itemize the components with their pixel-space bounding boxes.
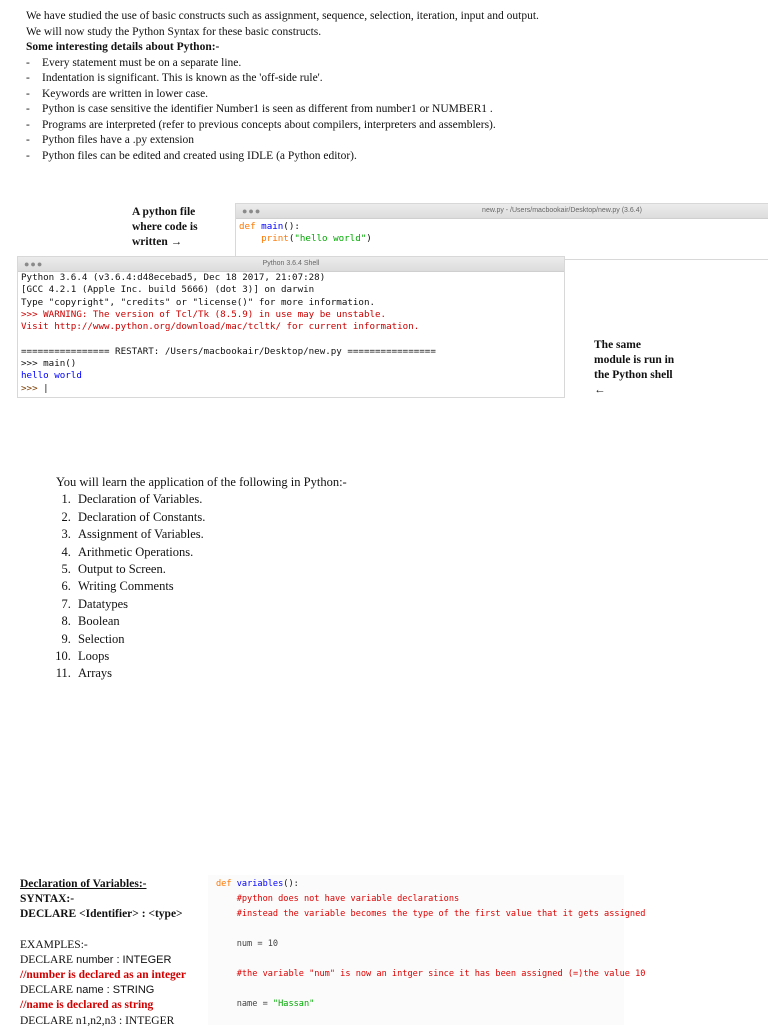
code-string: "hello world": [294, 233, 367, 245]
shell-warning: Visit http://www.python.org/download/mac/tcltk/ for current information.: [21, 321, 420, 333]
declare-keyword: DECLARE: [20, 984, 74, 997]
code-comment: #python does not have variable declarations: [236, 894, 460, 904]
learn-list: [56, 491, 347, 682]
shell-caption: [594, 338, 674, 398]
code-keyword: def: [239, 221, 256, 232]
caption-line: ←: [594, 384, 606, 396]
shell-title: Python 3.6.4 Shell: [262, 260, 320, 267]
list-item: 8. Boolean: [74, 613, 347, 630]
shell-call: >>> main(): [21, 358, 77, 370]
list-item: 7. Datatypes: [74, 596, 347, 613]
editor-code[interactable]: [236, 219, 768, 246]
code-builtin: print: [261, 233, 289, 245]
syntax-label: SYNTAX:-: [20, 893, 75, 906]
shell-titlebar: [18, 257, 564, 272]
list-item: - Python is case sensitive the identifier Number1 is seen as different from number1 or NUMBER1 .: [26, 102, 746, 118]
list-item: - Every statement must be on a separate line.: [26, 56, 746, 72]
example-note: //number is declared as an integer: [20, 969, 187, 982]
caption-line: where code is: [132, 221, 198, 233]
code-string: "Hassan": [272, 999, 315, 1009]
python-details-list: [26, 56, 746, 165]
code-assignment: num = 10: [236, 939, 279, 949]
intro-heading: Some interesting details about Python:-: [26, 41, 220, 53]
shell-line: [GCC 4.2.1 (Apple Inc. build 5666) (dot 3)] on darwin: [21, 284, 315, 296]
list-item: - Programs are interpreted (refer to previous concepts about compilers, interpreters and assemblers).: [26, 118, 746, 134]
shell-line: Type "copyright", "credits" or "license()" for more information.: [21, 296, 376, 308]
shell-output[interactable]: Python 3.6.4 (v3.6.4:d48ecebаd5, Dec 18 2017, 21:07:28) [GCC 4.2.1 (Apple Inc. build 5666) (dot 3)] on darwin Type "copyright", "credits" or "license()" for more information. >>> WARNING: The version of Tcl/Tk (8.5.9) in use may be unstable. Visit http://www.python.org/download/mac/tcltk/ for current information. ================ RESTART: /Users/macbookair/Desktop/new.py ================ >>> main() hello world >>> |: [21, 272, 436, 394]
declare-keyword: DECLARE: [20, 953, 74, 966]
caption-line: the Python shell: [594, 369, 673, 381]
list-item: 11. Arrays: [74, 665, 347, 682]
list-item: 4. Arithmetic Operations.: [74, 544, 347, 561]
intro-line-2: We will now study the Python Syntax for these basic constructs.: [26, 25, 322, 38]
editor-title: new.py - /Users/macbookair/Desktop/new.py (3.6.4): [482, 207, 642, 214]
code-text: ():: [283, 221, 300, 232]
window-controls-icon[interactable]: ●●●: [242, 206, 262, 216]
learn-intro: You will learn the application of the following in Python:-: [56, 475, 347, 489]
example-line: DECLARE n1,n2,n3 : INTEGER: [20, 1014, 175, 1027]
shell-result: hello world: [21, 370, 82, 382]
shell-restart: ================ RESTART: /Users/macbookair/Desktop/new.py ================: [21, 345, 436, 357]
code-assignment: name =: [236, 999, 273, 1009]
shell-warning: >>> WARNING: The version of Tcl/Tk (8.5.9) in use may be unstable.: [21, 308, 387, 320]
list-item: 3. Assignment of Variables.: [74, 526, 347, 543]
learn-section: [56, 474, 347, 683]
list-item: - Python files have a .py extension: [26, 133, 746, 149]
list-item: 10. Loops: [74, 648, 347, 665]
examples-label: EXAMPLES:-: [20, 938, 88, 951]
example-line: [20, 983, 186, 998]
list-item: 5. Output to Screen.: [74, 561, 347, 578]
caption-line: module is run in: [594, 354, 675, 366]
code-text: ():: [283, 879, 299, 889]
list-item: 9. Selection: [74, 631, 347, 648]
editor-caption: [132, 205, 198, 250]
declaration-heading: Declaration of Variables:-: [20, 878, 147, 890]
declaration-section: [20, 877, 186, 1029]
code-function: main: [261, 221, 284, 232]
code-text: (: [288, 233, 295, 245]
list-item: 2. Declaration of Constants.: [74, 509, 347, 526]
list-item: 6. Writing Comments: [74, 578, 347, 595]
example-note: //name is declared as string: [20, 999, 154, 1012]
declare-syntax: DECLARE <Identifier> : <type>: [20, 908, 183, 921]
list-item: - Keywords are written in lower case.: [26, 87, 746, 103]
code-function: variables: [236, 879, 284, 889]
example-text: number : INTEGER: [73, 953, 172, 966]
list-item: 1. Declaration of Variables.: [74, 491, 347, 508]
window-controls-icon[interactable]: ●●●: [24, 259, 44, 269]
example-line: [20, 953, 186, 968]
code-text: ): [366, 233, 372, 245]
variables-code: [208, 875, 646, 1012]
editor-titlebar: [236, 204, 768, 219]
caption-line: A python file: [132, 206, 196, 218]
caption-line: written →: [132, 236, 183, 248]
shell-window: [17, 256, 565, 398]
code-comment: #instead the variable becomes the type of the first value that it gets assigned: [236, 909, 646, 919]
example-text: name : STRING: [73, 984, 155, 997]
intro-line-1: We have studied the use of basic constructs such as assignment, sequence, selection, iteration, input and output.: [26, 10, 539, 22]
caption-line: The same: [594, 339, 641, 351]
code-keyword: def: [216, 879, 232, 889]
variables-code-block: [208, 875, 646, 1025]
list-item: - Indentation is significant. This is known as the 'off-side rule'.: [26, 71, 746, 87]
code-indent: [239, 233, 261, 244]
code-comment: #the variable "num" is now an intger since it has been assigned (=)the value 10: [236, 969, 646, 979]
list-item: - Python files can be edited and created using IDLE (a Python editor).: [26, 149, 746, 165]
intro-section: [26, 9, 746, 164]
shell-prompt: >>>: [21, 382, 38, 394]
shell-line: Python 3.6.4 (v3.6.4:d48ecebаd5, Dec 18 2017, 21:07:28): [21, 272, 326, 283]
editor-window: [235, 203, 768, 260]
